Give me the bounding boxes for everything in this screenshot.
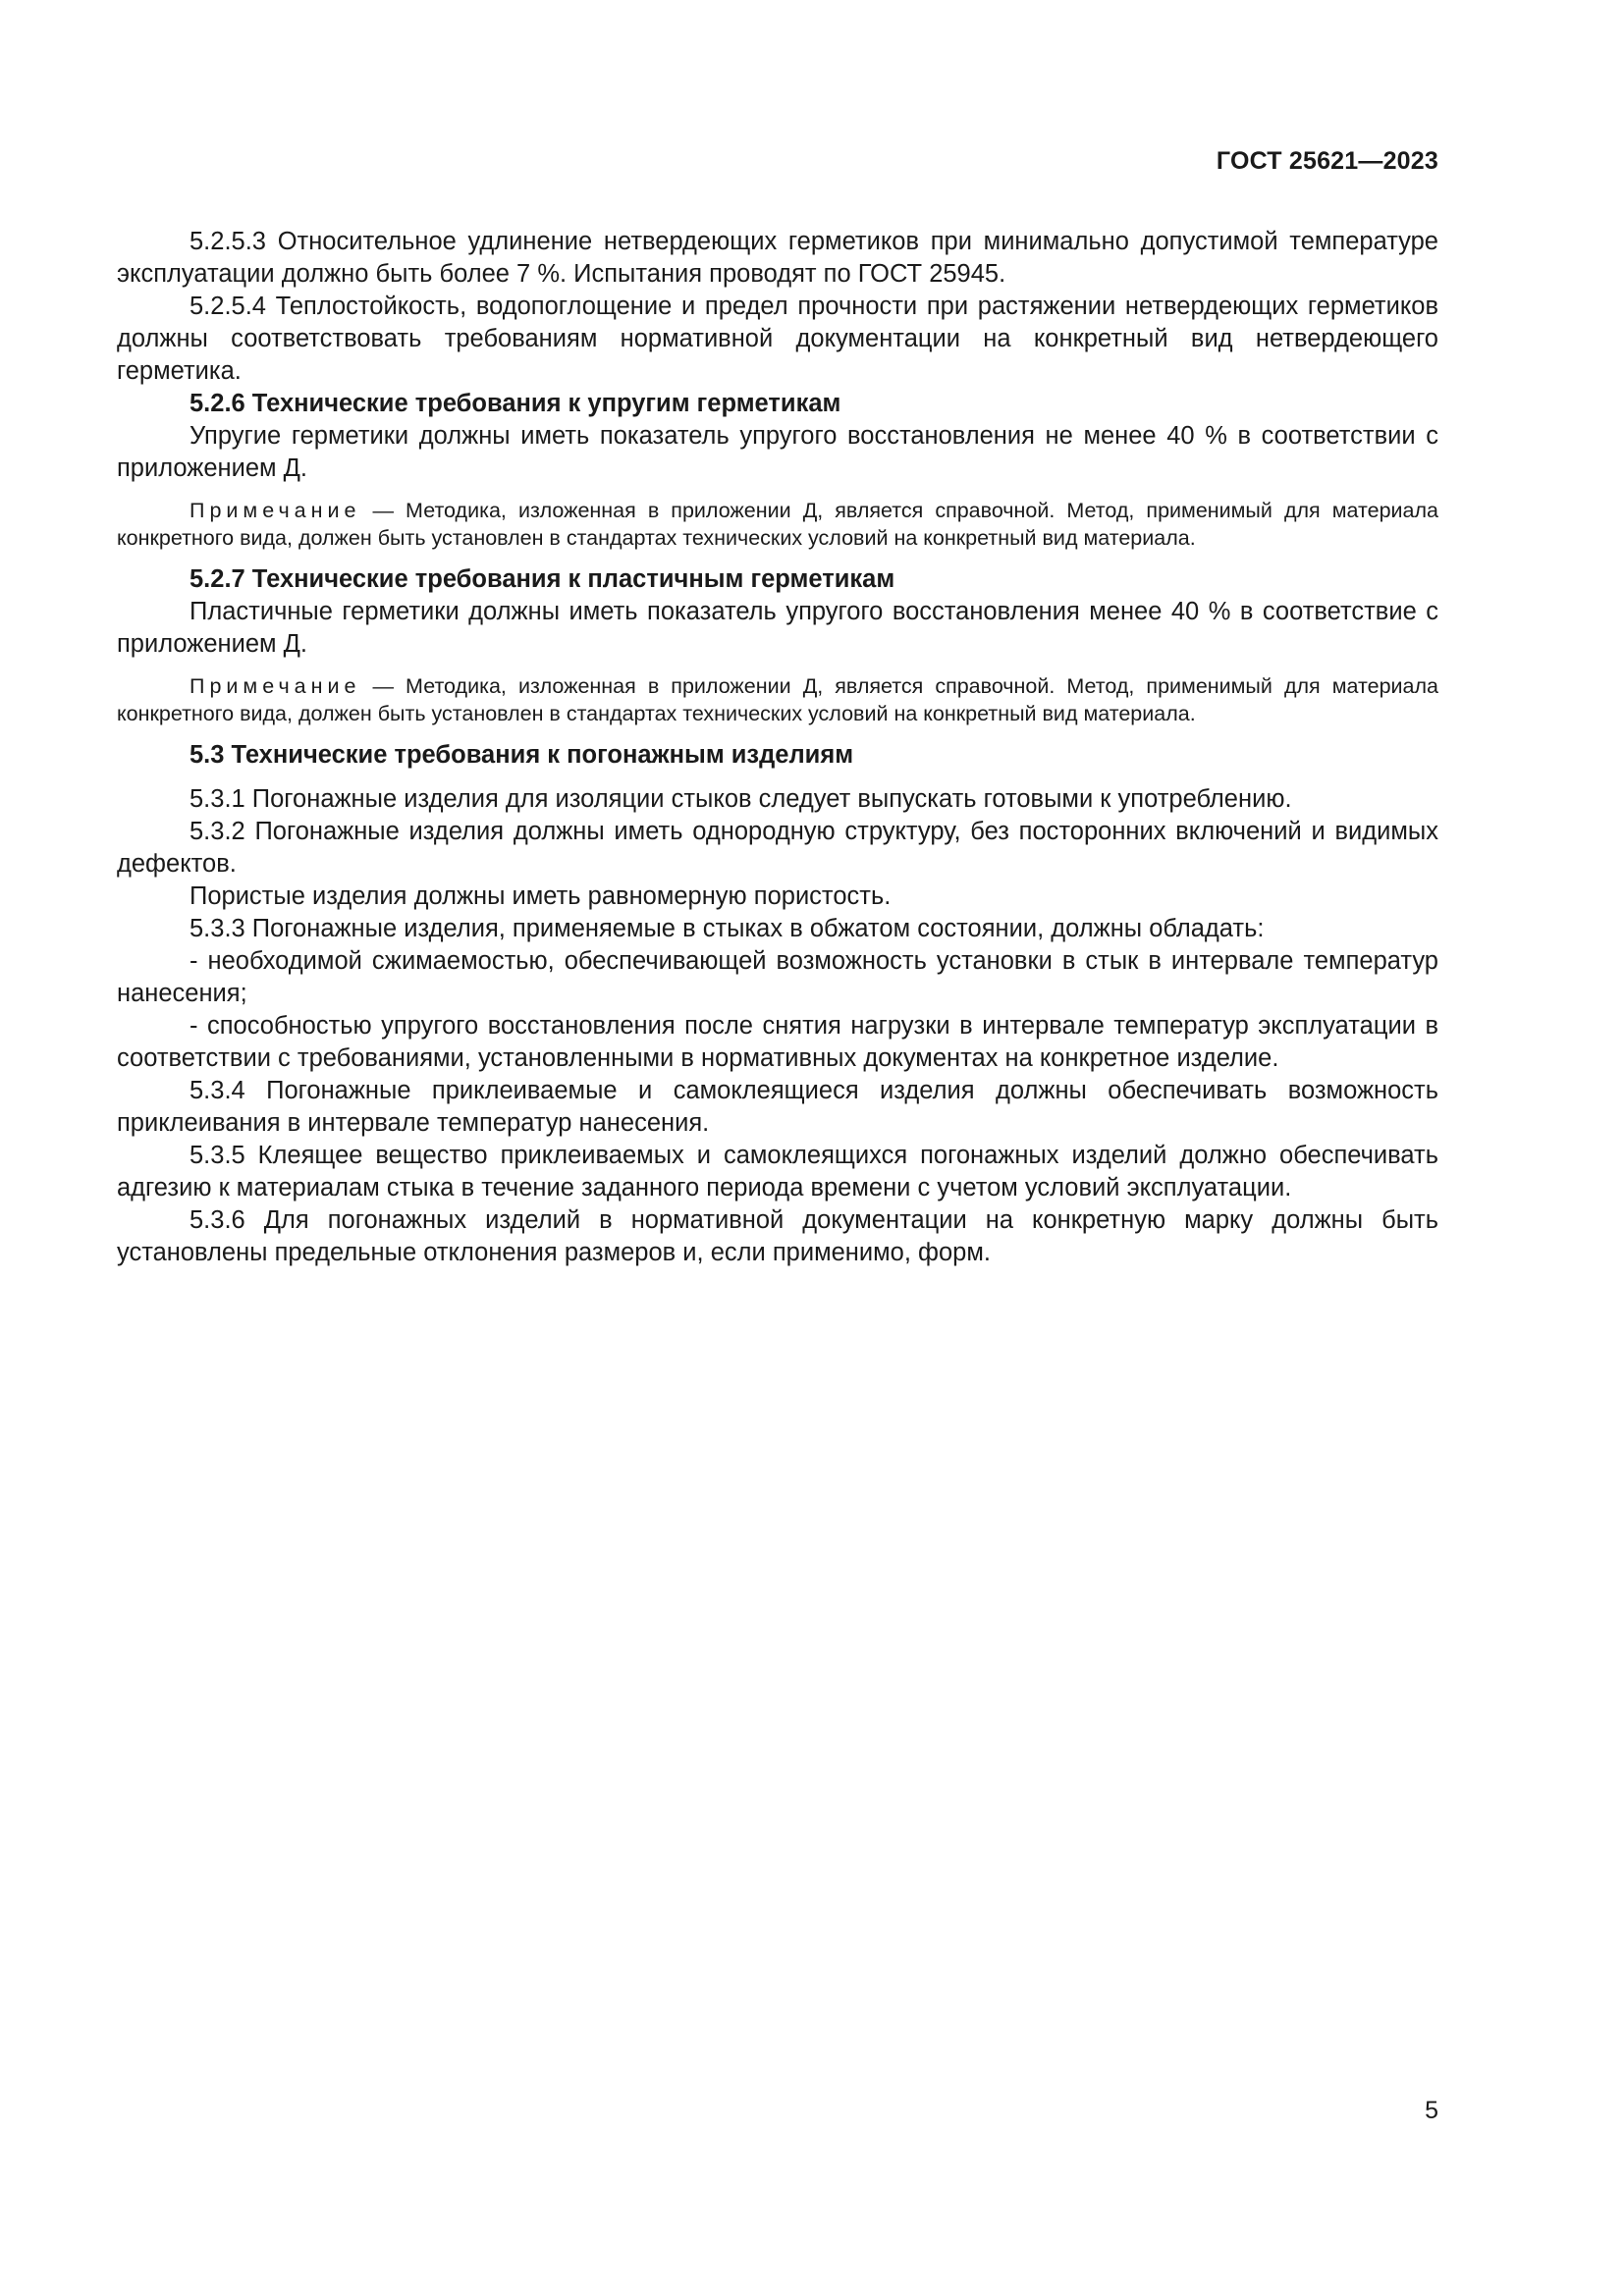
- paragraph-5-3-5: 5.3.5 Клеящее вещество приклеиваемых и самоклеящихся погонажных изделий должно обеспечивать адгезию к материалам стыка в течение заданного периода времени с учетом условий эксплуатации.: [117, 1142, 1438, 1201]
- paragraph-5-3-2: 5.3.2 Погонажные изделия должны иметь однородную структуру, без посторонних включений и видимых дефектов.: [117, 818, 1438, 878]
- paragraph-5-3-2-porous: Пористые изделия должны иметь равномерную пористость.: [189, 882, 892, 910]
- note-1: [117, 497, 1438, 552]
- paragraph-5-3-6: 5.3.6 Для погонажных изделий в нормативной документации на конкретную марку должны быть установлены предельные отклонения размеров и, если применимо, форм.: [117, 1206, 1438, 1266]
- paragraph-5-3-1: 5.3.1 Погонажные изделия для изоляции стыков следует выпускать готовыми к употреблению.: [189, 785, 1292, 813]
- document-body: [117, 226, 1438, 1269]
- heading-5-2-7: 5.2.7 Технические требования к пластичным герметикам: [189, 565, 895, 593]
- paragraph-5-2-5-4: 5.2.5.4 Теплостойкость, водопоглощение и предел прочности при растяжении нетвердеющих герметиков должны соответствовать требованиям нормативной документации на конкретный вид нетвердеющего герметика.: [117, 293, 1438, 385]
- note-1-text: — Методика, изложенная в приложении Д, является справочной. Метод, применимый для материала конкретного вида, должен быть установлен в стандартах технических условий на конкретный вид материала.: [117, 499, 1438, 550]
- heading-5-3: 5.3 Технические требования к погонажным изделиям: [189, 741, 854, 769]
- paragraph-5-2-6: Упругие герметики должны иметь показатель упругого восстановления не менее 40 % в соответствии с приложением Д.: [117, 422, 1438, 482]
- list-item-compressibility: - необходимой сжимаемостью, обеспечивающей возможность установки в стык в интервале температур нанесения;: [117, 947, 1438, 1007]
- note-2-text: — Методика, изложенная в приложении Д, является справочной. Метод, применимый для материала конкретного вида, должен быть установлен в стандартах технических условий на конкретный вид материала.: [117, 674, 1438, 725]
- paragraph-5-2-5-3: 5.2.5.3 Относительное удлинение нетвердеющих герметиков при минимально допустимой температуре эксплуатации должно быть более 7 %. Испытания проводят по ГОСТ 25945.: [117, 228, 1438, 288]
- paragraph-5-3-4: 5.3.4 Погонажные приклеиваемые и самоклеящиеся изделия должны обеспечивать возможность приклеивания в интервале температур нанесения.: [117, 1077, 1438, 1137]
- heading-5-2-6: 5.2.6 Технические требования к упругим герметикам: [189, 390, 841, 417]
- note-2-label: Примечание: [189, 674, 361, 698]
- list-item-elastic-recovery: - способностью упругого восстановления после снятия нагрузки в интервале температур эксплуатации в соответствии с требованиями, установленными в нормативных документах на конкретное изделие.: [117, 1012, 1438, 1072]
- note-1-label: Примечание: [189, 499, 361, 522]
- paragraph-5-2-7: Пластичные герметики должны иметь показатель упругого восстановления менее 40 % в соответствие с приложением Д.: [117, 598, 1438, 658]
- note-2: [117, 672, 1438, 727]
- paragraph-5-3-3: 5.3.3 Погонажные изделия, применяемые в стыках в обжатом состоянии, должны обладать:: [189, 915, 1265, 942]
- document-id-header: ГОСТ 25621—2023: [1216, 147, 1438, 175]
- page-number: 5: [1425, 2097, 1438, 2124]
